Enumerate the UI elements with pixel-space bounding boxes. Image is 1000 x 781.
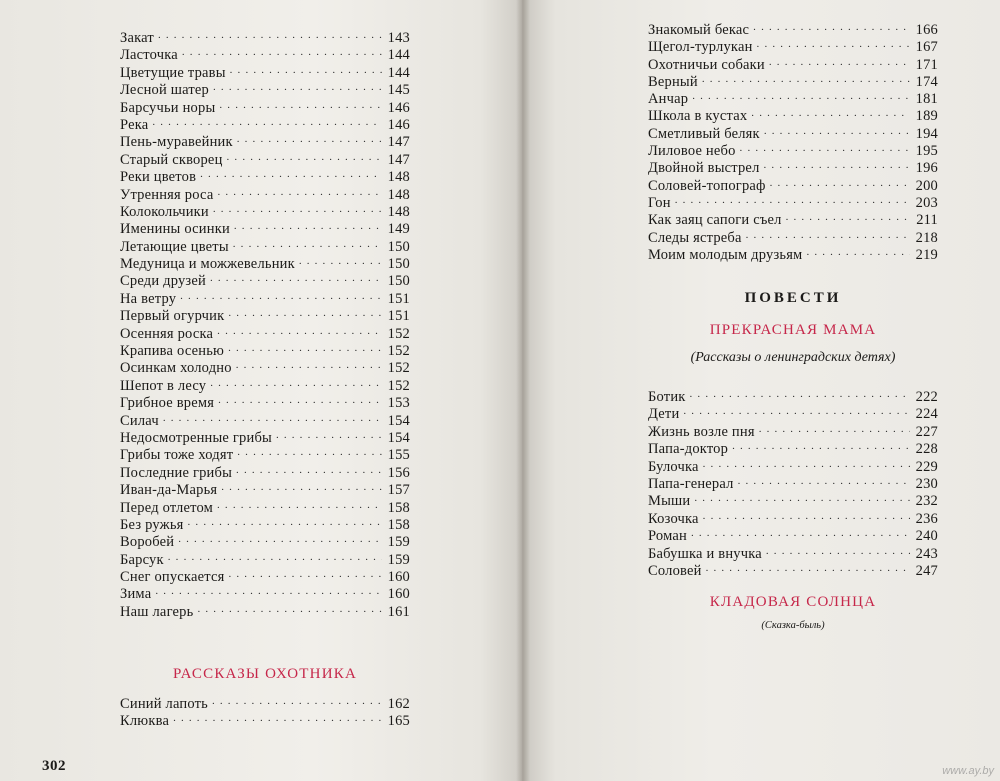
toc-entry-page: 165 [387,713,410,730]
toc-entry-title: Лесной шатер [120,82,210,99]
toc-leader-dots [757,36,910,53]
toc-leader-dots [219,97,382,114]
toc-leader-dots [706,560,910,577]
toc-leader-dots [694,490,910,507]
toc-leader-dots [158,27,382,44]
toc-leader-dots [759,421,910,438]
toc-entry-page: 150 [387,273,410,290]
toc-entry-page: 211 [916,212,938,229]
toc-entry-title: Жизнь возле пня [648,423,755,440]
toc-entry-page: 152 [387,360,410,377]
toc-entry-page: 174 [915,73,938,90]
toc-entry-title: Именины осинки [120,221,230,238]
toc-entry-title: Перед отлетом [120,499,214,516]
toc-entry-page: 218 [915,229,938,246]
toc-entry-page: 154 [387,412,410,429]
toc-leader-dots [691,525,910,542]
story-title-beautiful-mom: ПРЕКРАСНАЯ МАМА [709,322,877,338]
toc-leader-dots [740,140,910,157]
toc-leader-dots [188,514,382,531]
toc-leader-dots [178,531,382,548]
toc-leader-dots [218,392,382,409]
toc-leader-dots [173,710,382,727]
toc-leader-dots [182,44,382,61]
toc-entry-page: 159 [387,551,410,568]
toc-entry-page: 147 [387,134,410,151]
toc-entry-page: 196 [915,160,938,177]
toc-entry-title: Последние грибы [120,464,233,481]
toc-entry-title: Ласточка [120,47,178,64]
toc-entry-page: 161 [387,603,410,620]
toc-entry-title: Первый огурчик [120,308,225,325]
toc-entry-page: 194 [915,125,938,142]
story-title-pantry-of-sun: КЛАДОВАЯ СОЛНЦА [709,594,877,610]
toc-entry-title: Барсучьи норы [120,99,216,116]
toc-entry-page: 243 [915,545,938,562]
toc-entry-page: 152 [387,343,410,360]
toc-entry-page: 232 [915,493,938,510]
toc-entry-page: 181 [915,91,938,108]
toc-entry-title: Крапива осенью [120,343,225,360]
toc-leader-dots [276,427,382,444]
toc-leader-dots [233,236,382,253]
toc-entry-page: 154 [387,429,410,446]
toc-entry-title: Как заяц сапоги съел [648,212,782,229]
toc-entry-page: 152 [387,325,410,342]
toc-entry-page: 144 [387,47,410,64]
toc-leader-dots [738,473,910,490]
toc-entry-page: 219 [915,246,938,263]
toc-entry-page: 145 [387,82,410,99]
toc-leader-dots [212,693,382,710]
toc-entry-title: Двойной выстрел [648,160,760,177]
toc-leader-dots [769,54,910,71]
toc-entry-title: Щегол-турлукан [648,39,753,56]
toc-leader-dots [806,244,910,261]
toc-leader-dots [228,340,382,357]
toc-leader-dots [168,549,382,566]
toc-entry-page: 167 [915,39,938,56]
toc-entry-title: Осинкам холодно [120,360,232,377]
toc-leader-dots [228,305,382,322]
toc-leader-dots [764,123,910,140]
toc-entry-title: Грибное время [120,395,215,412]
toc-entry-page: 236 [915,510,938,527]
toc-entry-title: Роман [648,528,687,545]
toc-leader-dots [299,253,382,270]
left-toc-list [120,30,410,621]
toc-entry-title: Знакомый бекас [648,22,750,38]
toc-entry-page: 144 [387,64,410,81]
toc-entry-title: Гон [648,194,671,211]
toc-entry-page: 224 [915,406,938,423]
toc-entry-title: Зима [120,586,152,603]
toc-entry-page: 149 [387,221,410,238]
toc-entry-title: Школа в кустах [648,108,748,125]
toc-entry-title: Старый скворец [120,151,223,168]
toc-leader-dots [163,410,382,427]
watermark: www.ay.by [942,765,994,777]
toc-entry-page: 146 [387,116,410,133]
toc-entry-page: 227 [915,423,938,440]
toc-entry-title: Силач [120,412,159,429]
toc-entry-title: Моим молодым друзьям [648,246,803,263]
toc-leader-dots [234,218,382,235]
toc-leader-dots [200,166,382,183]
toc-leader-dots [683,403,910,420]
toc-entry-title: Анчар [648,91,689,108]
story-subtitle-leningrad: (Рассказы о ленинградских детях) [690,350,896,365]
toc-entry-title: Недосмотренные грибы [120,429,272,446]
toc-leader-dots [703,456,910,473]
toc-leader-dots [227,149,382,166]
toc-leader-dots [230,62,382,79]
toc-entry-page: 148 [387,203,410,220]
toc-entry-page: 160 [387,569,410,586]
toc-leader-dots [732,438,910,455]
toc-entry-title: Цветущие травы [120,64,226,81]
story1-toc-list [648,389,938,580]
toc-entry-page: 230 [915,475,938,492]
toc-entry-page: 147 [387,151,410,168]
toc-entry [648,563,938,580]
toc-leader-dots [770,175,910,192]
toc-leader-dots [228,566,382,583]
toc-entry-title: Грибы тоже ходят [120,447,234,464]
toc-entry-title: Ботик [648,388,686,405]
toc-entry-page: 189 [915,108,938,125]
toc-leader-dots [152,114,382,131]
toc-entry-page: 158 [387,516,410,533]
section-heading-hunter-stories: РАССКАЗЫ ОХОТНИКА [173,666,357,682]
toc-leader-dots [675,192,910,209]
toc-entry-page: 146 [387,99,410,116]
toc-leader-dots [217,323,382,340]
toc-entry-page: 200 [915,177,938,194]
toc-entry-title: Дети [648,406,680,423]
toc-leader-dots [236,462,382,479]
toc-leader-dots [221,479,382,496]
toc-entry-title: Утренняя роса [120,186,214,203]
toc-entry-title: Иван-да-Марья [120,482,218,499]
toc-entry-title: Синий лапоть [120,695,208,712]
toc-entry-page: 240 [915,528,938,545]
toc-leader-dots [237,444,382,461]
toc-leader-dots [746,227,910,244]
toc-entry-page: 160 [387,586,410,603]
toc-entry-page: 155 [387,447,410,464]
toc-leader-dots [764,157,910,174]
toc-entry-page: 150 [387,256,410,273]
toc-entry [648,247,938,264]
toc-entry-title: Сметливый беляк [648,125,760,142]
toc-leader-dots [237,131,382,148]
toc-entry-title: Охотничьи собаки [648,56,765,73]
toc-entry-page: 162 [387,695,410,712]
toc-entry-title: Лиловое небо [648,143,736,160]
toc-entry-title: Среди друзей [120,273,206,290]
page-number: 302 [42,758,66,774]
toc-leader-dots [180,288,382,305]
toc-leader-dots [213,79,382,96]
right-page [522,0,1000,781]
toc-leader-dots [753,19,910,36]
toc-entry-page: 247 [915,562,938,579]
toc-entry-page: 153 [387,395,410,412]
toc-entry-title: Закат [120,29,154,46]
toc-entry-title: Барсук [120,551,164,568]
toc-entry-title: Козочка [648,510,699,527]
toc-entry [120,604,410,621]
toc-entry-page: 222 [915,388,938,405]
toc-entry-title: Следы ястреба [648,229,742,246]
toc-entry-title: Папа-генерал [648,475,734,492]
toc-entry-title: Булочка [648,458,699,475]
toc-entry-page: 158 [387,499,410,516]
toc-entry-title: Соловей-топограф [648,177,766,194]
toc-leader-dots [197,601,382,618]
toc-leader-dots [217,184,382,201]
story-subtitle-fairy-tale: (Сказка-быль) [761,620,825,631]
toc-leader-dots [155,583,382,600]
toc-entry-title: Река [120,116,149,133]
toc-entry-title: Снег опускается [120,569,225,586]
toc-entry-page: 166 [915,22,938,38]
toc-entry-title: Без ружья [120,516,184,533]
toc-entry-page: 156 [387,464,410,481]
toc-leader-dots [703,508,910,525]
toc-entry-title: Папа-доктор [648,441,729,458]
toc-entry-page: 157 [387,482,410,499]
toc-leader-dots [786,209,910,226]
toc-entry-title: Реки цветов [120,169,197,186]
toc-entry-page: 151 [387,308,410,325]
toc-entry-title: Осенняя роска [120,325,214,342]
toc-entry-page: 159 [387,534,410,551]
toc-entry-title: Медуница и можжевельник [120,256,295,273]
toc-leader-dots [690,386,910,403]
toc-leader-dots [692,88,910,105]
toc-leader-dots [751,105,910,122]
toc-entry-page: 152 [387,377,410,394]
toc-entry-page: 229 [915,458,938,475]
book-gutter [516,0,530,781]
toc-entry-title: Бабушка и внучка [648,545,762,562]
toc-entry-title: На ветру [120,290,177,307]
toc-entry-title: Клюква [120,713,170,730]
toc-entry-title: Пень-муравейник [120,134,233,151]
toc-leader-dots [702,71,910,88]
toc-entry-title: Наш лагерь [120,603,194,620]
toc-entry-page: 228 [915,441,938,458]
toc-entry-title: Верный [648,73,698,90]
right-toc-list [648,22,938,264]
toc-leader-dots [766,543,910,560]
toc-leader-dots [210,270,382,287]
toc-entry-page: 203 [915,194,938,211]
toc-entry-page: 195 [915,143,938,160]
toc-entry-title: Соловей [648,562,702,579]
toc-entry-title: Колокольчики [120,203,209,220]
section-heading-povesti: ПОВЕСТИ [744,290,842,306]
toc-entry-page: 148 [387,169,410,186]
toc-leader-dots [236,357,382,374]
toc-leader-dots [210,375,382,392]
toc-entry-page: 150 [387,238,410,255]
toc-leader-dots [217,497,382,514]
left-section-toc-list [120,696,410,731]
toc-entry-title: Воробей [120,534,175,551]
toc-entry-page: 151 [387,290,410,307]
toc-entry-title: Летающие цветы [120,238,229,255]
toc-entry-page: 148 [387,186,410,203]
toc-leader-dots [213,201,382,218]
toc-entry-title: Шепот в лесу [120,377,207,394]
toc-entry [120,713,410,730]
toc-entry-page: 171 [915,56,938,73]
toc-entry-page: 143 [387,29,410,46]
toc-entry-title: Мыши [648,493,691,510]
